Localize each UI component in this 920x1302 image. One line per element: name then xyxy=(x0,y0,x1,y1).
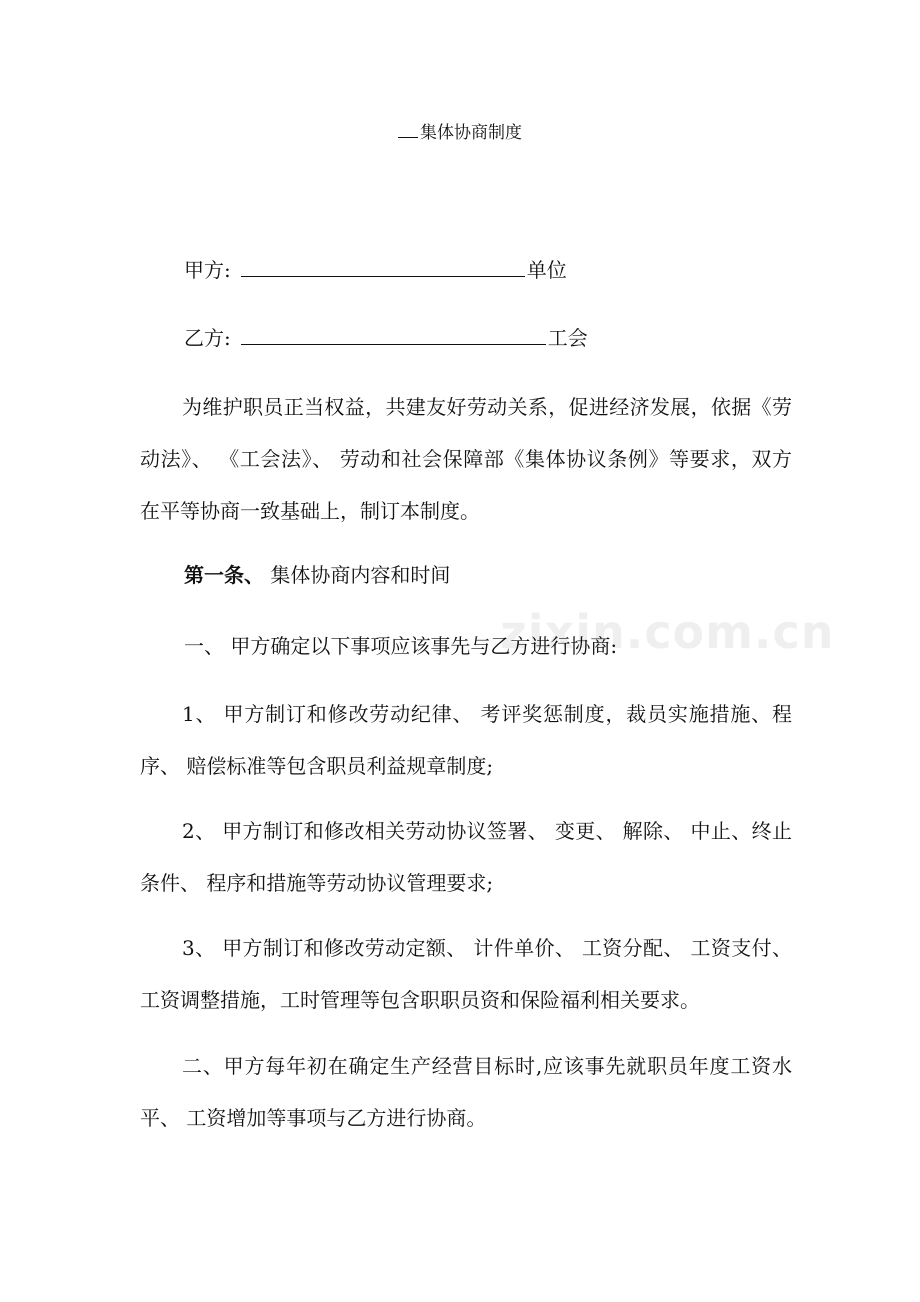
party-a-line xyxy=(184,258,567,282)
section-2-text: 二、甲方每年初在确定生产经营目标时,应该事先就职员年度工资水平、 工资增加等事项与乙方进行协商。 xyxy=(140,1054,792,1130)
item-1-text: 1、 甲方制订和修改劳动纪律、 考评奖惩制度，裁员实施措施、程序、 赔偿标准等包含职员利益规章制度; xyxy=(140,702,792,778)
section-1-heading xyxy=(184,634,617,658)
article-1-number: 第一条、 xyxy=(184,563,264,587)
article-1-heading xyxy=(184,563,450,587)
party-a-suffix: 单位 xyxy=(526,258,567,282)
title-blank-line xyxy=(398,122,418,138)
item-1-paragraph xyxy=(140,688,792,792)
item-3-text: 3、 甲方制订和修改劳动定额、 计件单价、 工资分配、 工资支付、 工资调整措施，工时管理等包含职职员资和保险福利相关要求。 xyxy=(140,936,792,1012)
party-a-label: 甲方: xyxy=(184,258,231,282)
document-title xyxy=(0,122,920,143)
item-2-paragraph xyxy=(140,805,792,909)
party-b-blank xyxy=(241,326,546,345)
section-1-text: 一、 甲方确定以下事项应该事先与乙方进行协商: xyxy=(184,634,618,658)
party-b-suffix: 工会 xyxy=(547,326,588,350)
party-b-label: 乙方: xyxy=(184,326,231,350)
section-2-paragraph xyxy=(140,1040,792,1144)
item-3-paragraph xyxy=(140,922,792,1026)
item-2-text: 2、 甲方制订和修改相关劳动协议签署、 变更、 解除、 中止、终止条件、 程序和措施等劳动协议管理要求; xyxy=(140,819,792,895)
preamble-paragraph xyxy=(140,381,792,537)
preamble-text: 为维护职员正当权益，共建友好劳动关系，促进经济发展，依据《劳动法》、 《工会法》、 劳动和社会保障部《集体协议条例》等要求，双方在平等协商一致基础上，制订本制度。 xyxy=(140,395,792,523)
watermark-logo: zixin.com.cn xyxy=(500,605,835,659)
article-1-title: 集体协商内容和时间 xyxy=(264,563,451,587)
party-a-blank xyxy=(241,258,525,277)
title-text: 集体协商制度 xyxy=(420,123,522,143)
party-b-line xyxy=(184,326,588,350)
